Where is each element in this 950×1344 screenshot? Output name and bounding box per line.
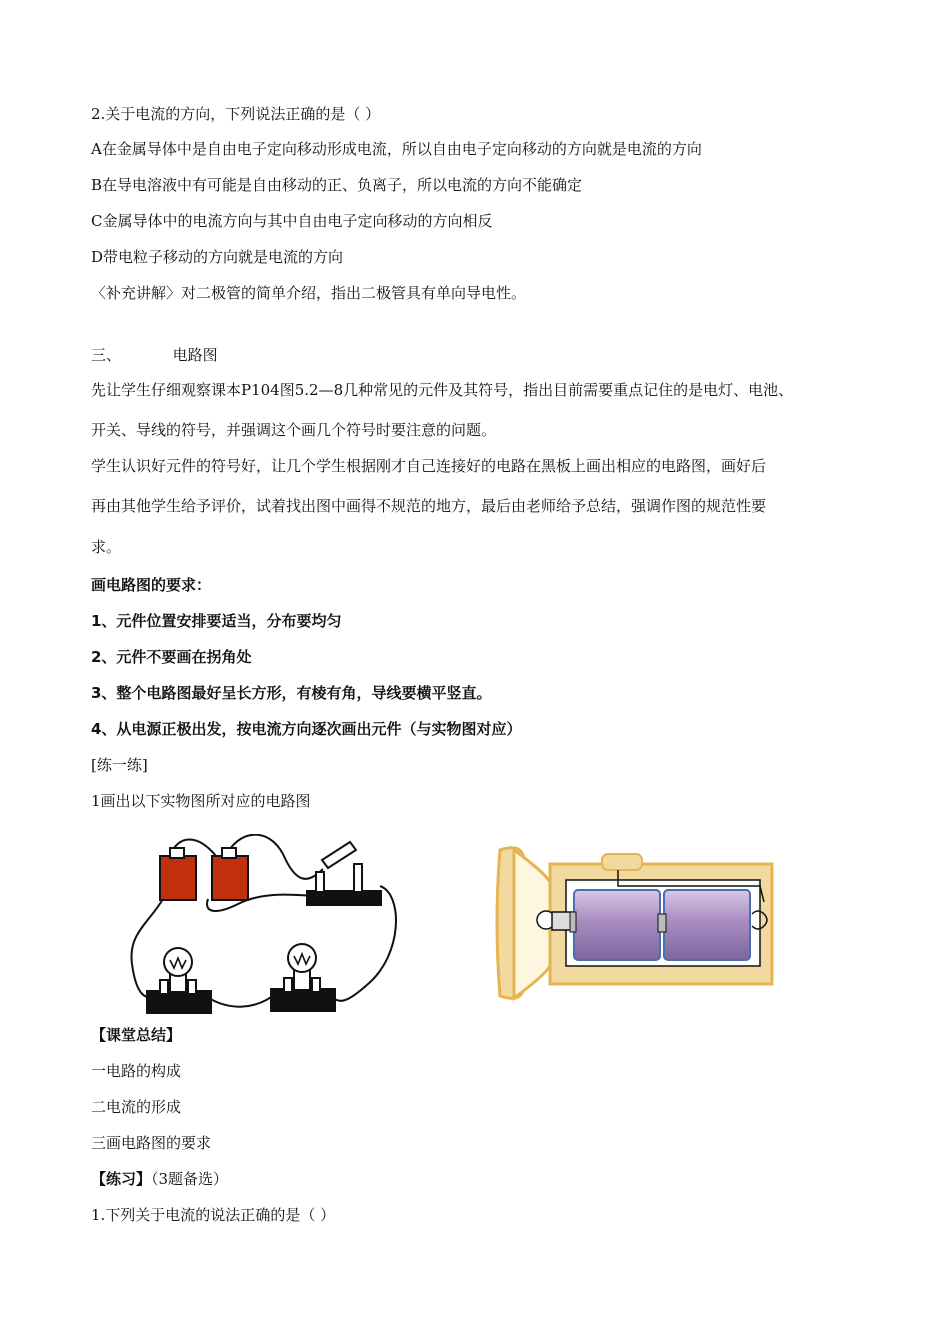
supplement-note: 〈补充讲解〉对二极管的简单介绍，指出二极管具有单向导电性。 (91, 284, 527, 302)
battery-cell-icon (658, 890, 750, 960)
option-c: C金属导体中的电流方向与其中自由电子定向移动的方向相反 (91, 212, 493, 230)
battery-icon (212, 848, 248, 900)
paragraph-1-line-2: 开关、导线的符号，并强调这个画几个符号时要注意的问题。 (91, 421, 497, 439)
summary-item: 三画电路图的要求 (91, 1134, 212, 1152)
switch-icon (602, 854, 642, 870)
switch-icon (306, 842, 382, 906)
exercise-heading-line (91, 1169, 228, 1189)
paragraph-1-line-1: 先让学生仔细观察课本P104图5.2—8几种常见的元件及其符号，指出目前需要重点记住的是电灯、电池、 (91, 381, 794, 399)
summary-item: 一电路的构成 (91, 1062, 182, 1080)
exercise-heading: 【练习】 (91, 1170, 152, 1188)
battery-cell-icon (570, 890, 660, 960)
section-3-number: 三、 (91, 346, 122, 364)
requirement-item: 2、元件不要画在拐角处 (91, 648, 252, 666)
paragraph-2-line-2: 再由其他学生给予评价，试着找出图中画得不规范的地方，最后由老师给予总结，强调作图的规范性要 (91, 497, 767, 515)
option-d: D带电粒子移动的方向就是电流的方向 (91, 248, 344, 266)
requirement-item: 1、元件位置安排要适当，分布要均匀 (91, 612, 342, 630)
lamp-icon (146, 948, 212, 1014)
question-2-stem: 2.关于电流的方向，下列说法正确的是（ ） (91, 105, 381, 123)
lamp-icon (270, 944, 336, 1012)
summary-heading: 【课堂总结】 (91, 1026, 182, 1044)
summary-item: 二电流的形成 (91, 1098, 182, 1116)
practice-label: [练一练] (91, 756, 148, 774)
circuit-physical-diagram (118, 834, 408, 1024)
option-b: B在导电溶液中有可能是自由移动的正、负离子，所以电流的方向不能确定 (91, 176, 583, 194)
paragraph-2-line-3: 求。 (91, 538, 122, 556)
requirements-heading: 画电路图的要求： (91, 576, 212, 594)
exercise-question-1: 1.下列关于电流的说法正确的是（ ） (91, 1206, 336, 1224)
requirement-item: 3、整个电路图最好呈长方形，有棱有角，导线要横平竖直。 (91, 684, 492, 702)
requirement-item: 4、从电源正极出发，按电流方向逐次画出元件（与实物图对应） (91, 720, 522, 738)
paragraph-2-line-1: 学生认识好元件的符号好，让几个学生根据刚才自己连接好的电路在黑板上画出相应的电路图，画好后 (91, 457, 767, 475)
section-3-title: 电路图 (172, 346, 218, 364)
exercise-note: （3题备选） (151, 1170, 229, 1188)
practice-task: 1画出以下实物图所对应的电路图 (91, 792, 311, 810)
section-3-heading (91, 345, 218, 365)
option-a: A在金属导体中是自由电子定向移动形成电流，所以自由电子定向移动的方向就是电流的方向 (91, 140, 702, 158)
battery-icon (160, 848, 196, 900)
flashlight-diagram (494, 842, 780, 1004)
